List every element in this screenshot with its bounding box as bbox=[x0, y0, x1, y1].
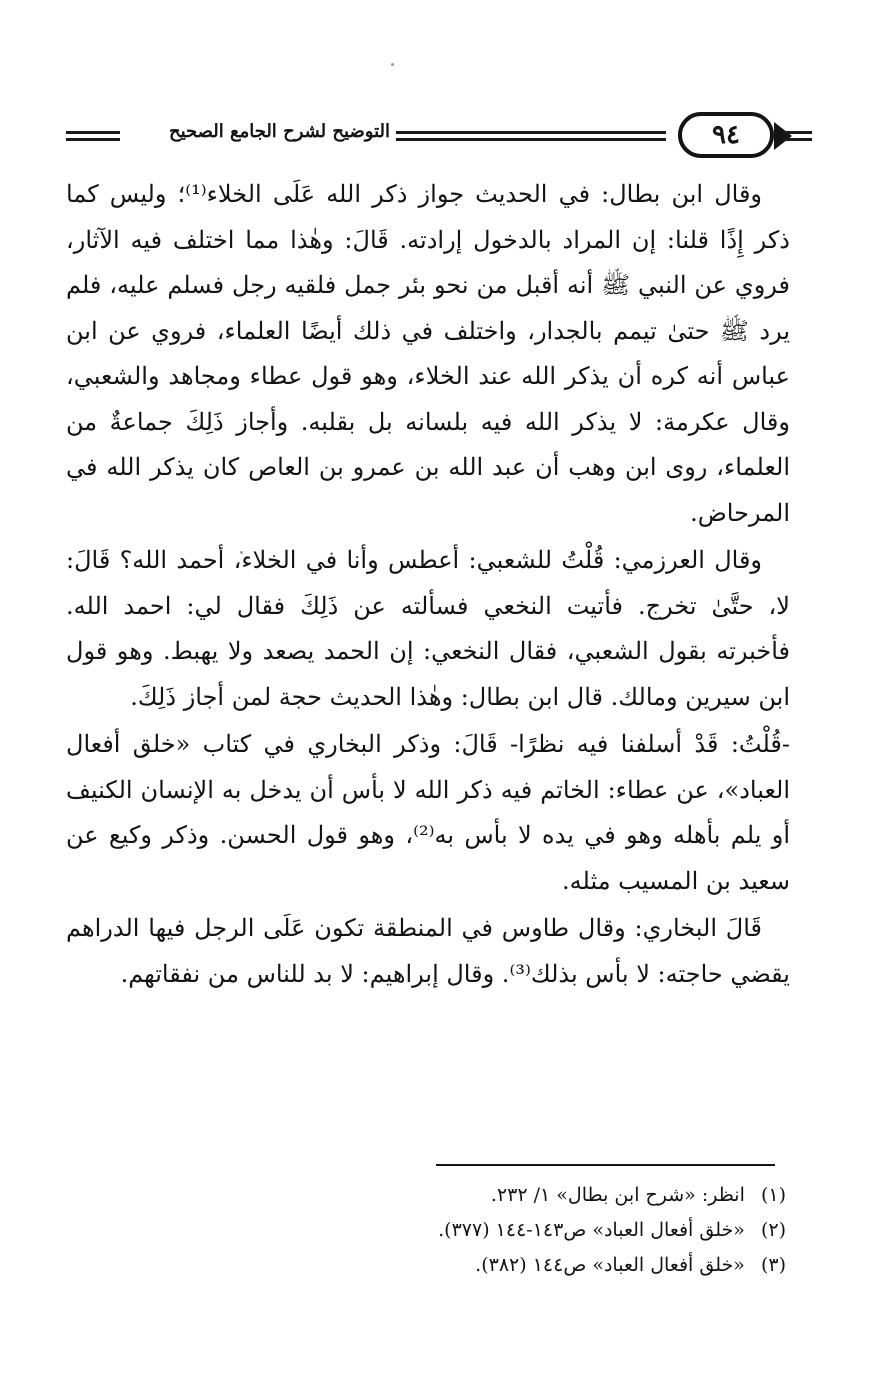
main-text bbox=[66, 172, 790, 999]
paragraph: قَالَ البخاري: وقال طاوس في المنطقة تكون عَلَى الرجل فيها الدراهم يقضي حاجته: لا بأس بذلك⁽³⁾. وقال إبراهيم: لا بد للناس من نفقاتهم. bbox=[66, 914, 790, 988]
footnote bbox=[66, 1248, 786, 1283]
footnote-separator bbox=[436, 1164, 775, 1166]
print-speck bbox=[391, 63, 394, 66]
footnote-number: (٢) bbox=[760, 1219, 786, 1241]
footnote-text: «خلق أفعال العباد» ص١٤٣-١٤٤ (٣٧٧). bbox=[438, 1219, 745, 1241]
footnote bbox=[66, 1178, 786, 1213]
footnote-text: انظر: «شرح ابن بطال» ١/ ٢٣٢. bbox=[490, 1184, 745, 1206]
header-rule-right bbox=[782, 131, 812, 141]
page-number: ٩٤ bbox=[712, 120, 740, 150]
footnote bbox=[66, 1213, 786, 1248]
footnotes bbox=[66, 1178, 786, 1283]
footnote-text: «خلق أفعال العباد» ص١٤٤ (٣٨٢). bbox=[475, 1254, 745, 1276]
paragraph: وقال العرزمي: قُلْتُ للشعبي: أعطس وأنا في الخلاء، أحمد الله؟ قَالَ: لا، حتَّىٰ تخرج. فأتيت النخعي فسألته عن ذَلِكَ فقال لي: احمد الله. فأخبرته بقول الشعبي، فقال النخعي: إن الحمد يصعد ولا يهبط. وهو قول ابن سيرين ومالك. قال ابن بطال: وهٰذا الحديث حجة لمن أجاز ذَلِكَ. bbox=[66, 546, 790, 711]
running-header bbox=[66, 112, 812, 160]
paragraph: وقال ابن بطال: في الحديث جواز ذكر الله عَلَى الخلاء⁽¹⁾؛ وليس كما ذكر إِذًا قلنا: إن المراد بالدخول إرادته. قَالَ: وهٰذا مما اختلف فيه الآثار، فروي عن النبي ﷺ أنه أقبل من نحو بئر جمل فلقيه رجل فسلم عليه، فلم يرد ﷺ حتىٰ تيمم بالجدار، واختلف في ذلك أيضًا العلماء، فروي عن ابن عباس أنه كره أن يذكر الله عند الخلاء، وهو قول عطاء ومجاهد والشعبي، وقال عكرمة: لا يذكر الله فيه بلسانه بل بقلبه. وأجاز ذَلِكَ جماعةٌ من العلماء، روى ابن وهب أن عبد الله بن عمرو بن العاص كان يذكر الله في المرحاض. bbox=[66, 180, 790, 527]
running-title: التوضيح لشرح الجامع الصحيح bbox=[168, 121, 390, 142]
header-rule-left bbox=[66, 131, 120, 141]
footnote-number: (١) bbox=[760, 1184, 786, 1206]
paragraph: -قُلْتُ: قَدْ أسلفنا فيه نظرًا- قَالَ: وذكر البخاري في كتاب «خلق أفعال العباد»، عن عطاء: الخاتم فيه ذكر الله لا بأس أن يدخل به الإنسان الكنيف أو يلم بأهله وهو في يده لا بأس به⁽²⁾، وهو قول الحسن. وذكر وكيع عن سعيد بن المسيب مثله. bbox=[66, 730, 790, 895]
footnote-number: (٣) bbox=[760, 1254, 786, 1276]
page-number-badge bbox=[678, 112, 774, 158]
header-rule-middle bbox=[396, 131, 666, 141]
